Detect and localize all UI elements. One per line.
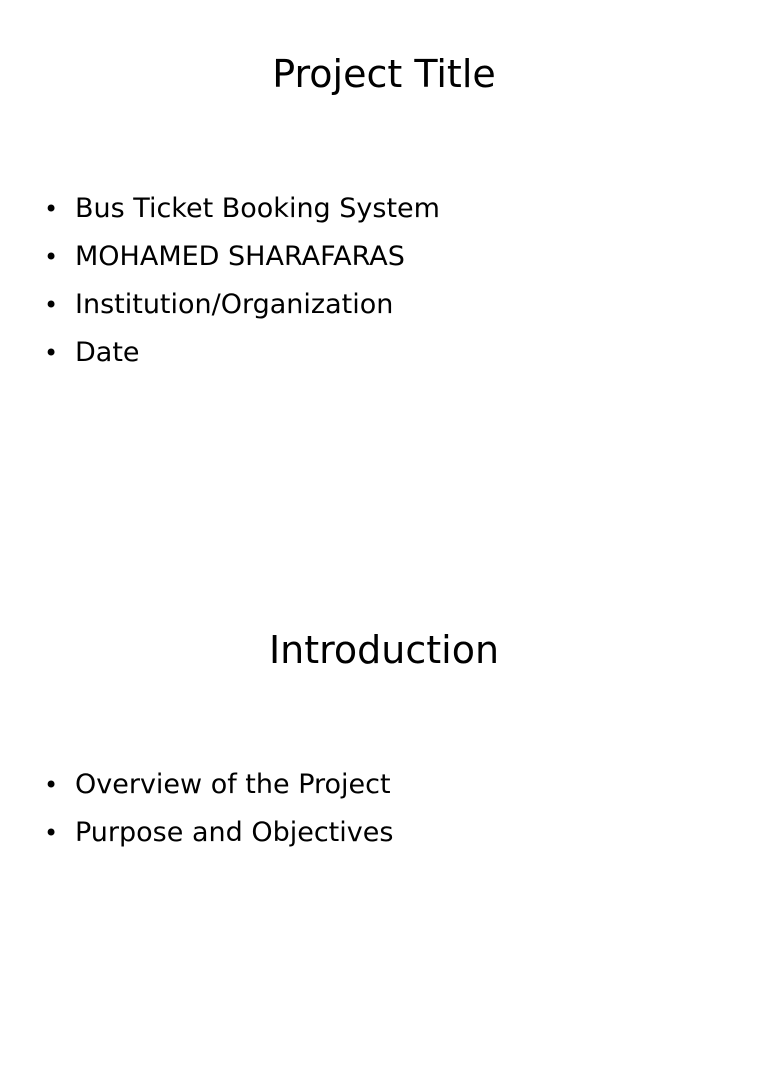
bullet-icon: • bbox=[44, 291, 59, 319]
bullet-list bbox=[44, 185, 728, 377]
list-item-text: Bus Ticket Booking System bbox=[75, 193, 440, 224]
list-item bbox=[44, 233, 728, 281]
list-item bbox=[44, 329, 728, 377]
bullet-icon: • bbox=[44, 195, 59, 223]
list-item-text: Overview of the Project bbox=[75, 769, 391, 800]
slide-project-title bbox=[0, 0, 768, 512]
list-item-text: Purpose and Objectives bbox=[75, 817, 394, 848]
slide-introduction bbox=[0, 576, 768, 1088]
bullet-icon: • bbox=[44, 243, 59, 271]
bullet-icon: • bbox=[44, 819, 59, 847]
list-item-text: Institution/Organization bbox=[75, 289, 394, 320]
bullet-icon: • bbox=[44, 771, 59, 799]
bullet-list bbox=[44, 761, 728, 857]
list-item bbox=[44, 185, 728, 233]
list-item-text: MOHAMED SHARAFARAS bbox=[75, 241, 405, 272]
list-item bbox=[44, 761, 728, 809]
list-item bbox=[44, 809, 728, 857]
bullet-icon: • bbox=[44, 339, 59, 367]
slide-title: Introduction bbox=[268, 628, 500, 672]
list-item bbox=[44, 281, 728, 329]
slide-title: Project Title bbox=[272, 52, 496, 96]
list-item-text: Date bbox=[75, 337, 140, 368]
